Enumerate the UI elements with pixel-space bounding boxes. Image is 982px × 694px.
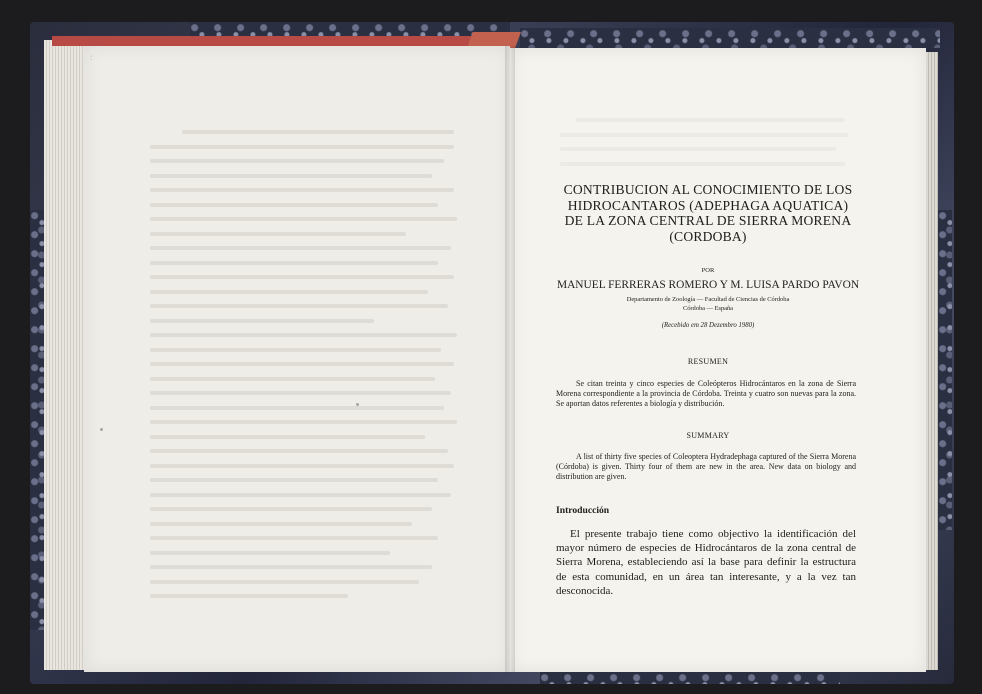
- affiliation-line: Departamento de Zoología — Facultad de Ciencias de Córdoba: [626, 296, 790, 303]
- introduction-heading: Introducción: [556, 505, 610, 516]
- summary-heading: SUMMARY: [686, 431, 730, 440]
- received-date: (Recebido em 28 Dezembro 1980): [661, 322, 755, 329]
- marbled-endpaper-bottom: [540, 672, 840, 684]
- introduction-text: El presente trabajo tiene como objectivo la identificación del mayor número de especies de Hidrocántaros de la zona central de Sierra Morena, estableciendo así la base para definir la estructura de esta comunidad, en un área tan interesante, y a la vez tan desconocida.: [556, 528, 856, 597]
- article-authors: MANUEL FERRERAS ROMERO Y M. LUISA PARDO PAVON: [556, 279, 860, 291]
- marbled-endpaper-left: [30, 210, 44, 630]
- page-edges-right: [926, 52, 938, 670]
- author-affiliation: [560, 295, 856, 313]
- marbled-endpaper-top-right: [520, 28, 940, 48]
- summary-text: A list of thirty five species of Coleoptera Hydradephaga captured of the Sierra Morena (Córdoba) is given. Thirty four of them are new in the area. New data on biology and distribution are given.: [556, 452, 856, 481]
- affiliation-line: Córdoba — España: [682, 305, 734, 312]
- marbled-endpaper-right: [938, 210, 952, 530]
- left-page-dot: [100, 428, 103, 431]
- show-through-text-right: [560, 118, 860, 176]
- resumen-text: Se citan treinta y cinco especies de Coleópteros Hidrocántaros en la zona de Sierra Morena correspondiente a la provincia de Córdoba. Treinta y cuatro son nuevas para la zona. Se aportan datos referentes a biología y distribución.: [556, 379, 856, 408]
- left-page-corner-mark: :: [90, 52, 93, 62]
- byline-label: POR: [701, 267, 715, 274]
- show-through-text-left: [150, 130, 470, 609]
- resumen-heading: RESUMEN: [687, 357, 729, 366]
- red-page-edge: [52, 36, 512, 46]
- article-title: CONTRIBUCION AL CONOCIMIENTO DE LOS HIDROCANTAROS (ADEPHAGA AQUATICA) DE LA ZONA CENTRAL DE SIERRA MORENA (CORDOBA): [563, 182, 853, 244]
- book-gutter: [505, 46, 515, 672]
